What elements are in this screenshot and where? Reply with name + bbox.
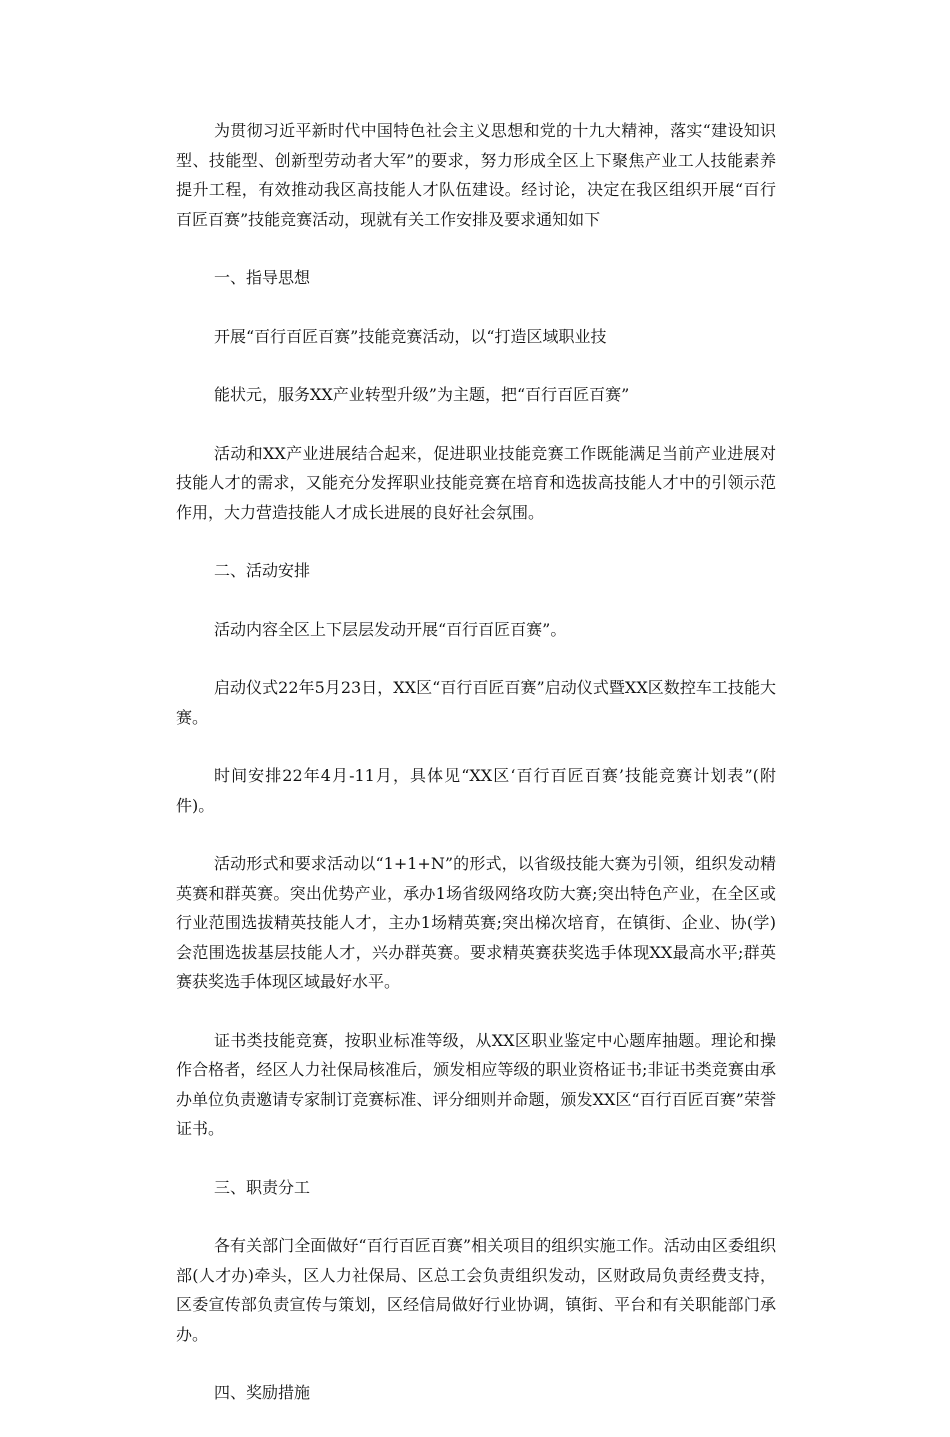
section-heading-guiding-ideology: 一、指导思想 — [214, 268, 311, 287]
paragraph: 能状元，服务XX产业转型升级”为主题，把“百行百匠百赛” — [214, 385, 630, 404]
paragraph: 活动形式和要求活动以“1+1+N”的形式，以省级技能大赛为引领，组织发动精英赛和群英赛。突出优势产业，承办1场省级网络攻防大赛;突出特色产业，在全区或行业范围选拔精英技能人才，主办1场精英赛;突出梯次培育，在镇街、企业、协(学)会范围选拔基层技能人才，兴办群英赛。要求精英赛获奖选手体现XX最高水平;群英赛获奖选手体现区域最好水平。 — [176, 854, 776, 991]
paragraph: 活动内容全区上下层层发动开展“百行百匠百赛”。 — [214, 619, 567, 639]
paragraph: 各有关部门全面做好“百行百匠百赛”相关项目的组织实施工作。活动由区委组织部(人才办)牵头，区人力社保局、区总工会负责组织发动，区财政局负责经费支持，区委宣传部负责宣传与策划，区经信局做好行业协调，镇街、平台和有关职能部门承办。 — [176, 1236, 776, 1344]
section-heading-responsibilities: 三、职责分工 — [214, 1177, 311, 1197]
paragraph: 证书类技能竞赛，按职业标准等级，从XX区职业鉴定中心题库抽题。理论和操作合格者，经区人力社保局核准后，颁发相应等级的职业资格证书;非证书类竞赛由承办单位负责邀请专家制订竞赛标准、评分细则并命题，颁发XX区“百行百匠百赛”荣誉证书。 — [176, 1030, 776, 1138]
paragraph: 时间安排22年4月-11月，具体见“XX区‘百行百匠百赛’技能竞赛计划表”(附件)。 — [176, 766, 776, 815]
paragraph: 开展“百行百匠百赛”技能竞赛活动，以“打造区域职业技 — [214, 326, 607, 346]
section-heading-rewards: 四、奖励措施 — [214, 1383, 311, 1402]
intro-paragraph: 为贯彻习近平新时代中国特色社会主义思想和党的十九大精神，落实“建设知识型、技能型、创新型劳动者大军”的要求，努力形成全区上下聚焦产业工人技能素养提升工程，有效推动我区高技能人才队伍建设。经讨论，决定在我区组织开展“百行百匠百赛”技能竞赛活动，现就有关工作安排及要求通知如下 — [176, 121, 776, 229]
section-heading-activity-arrangement: 二、活动安排 — [214, 561, 311, 580]
paragraph: 启动仪式22年5月23日，XX区“百行百匠百赛”启动仪式暨XX区数控车工技能大赛。 — [176, 678, 776, 727]
paragraph: 活动和XX产业进展结合起来，促进职业技能竞赛工作既能满足当前产业进展对技能人才的需求，又能充分发挥职业技能竞赛在培育和选拔高技能人才中的引领示范作用，大力营造技能人才成长进展的良好社会氛围。 — [176, 443, 776, 522]
document-body — [176, 116, 776, 1437]
